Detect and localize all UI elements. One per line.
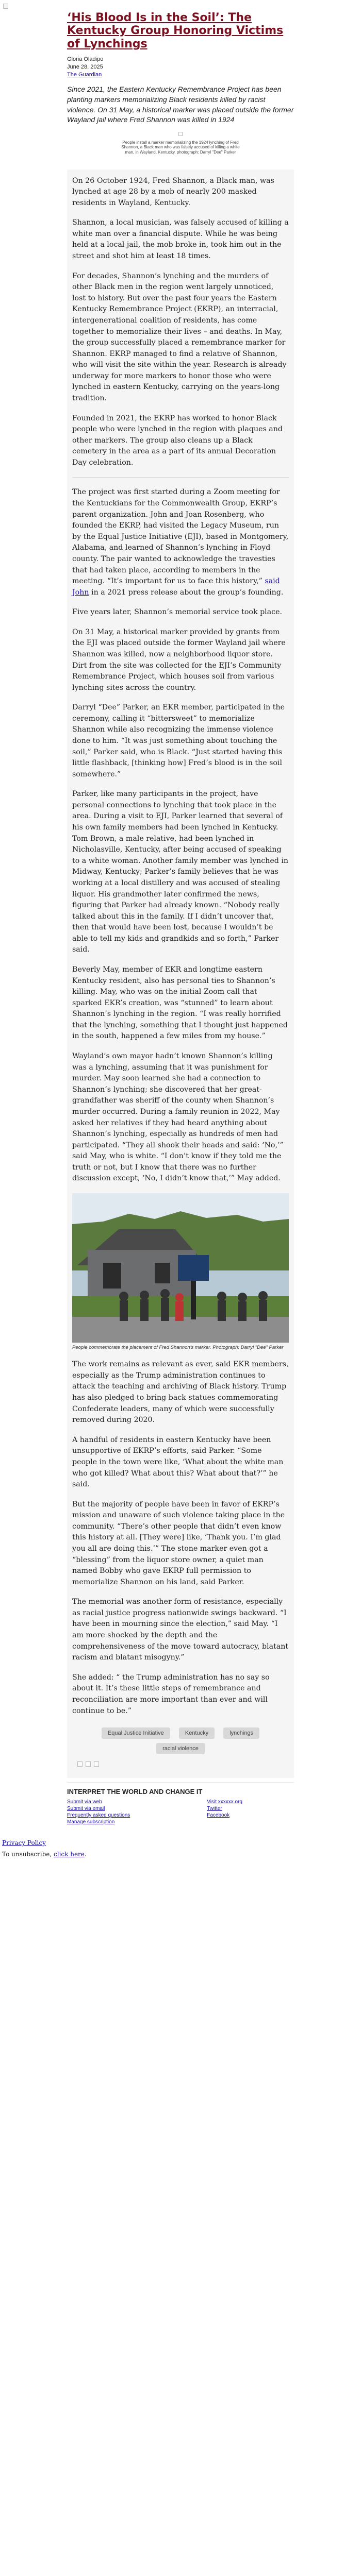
footer-columns <box>67 1799 242 1825</box>
article-meta <box>67 56 294 79</box>
inline-link[interactable]: said John <box>72 577 280 597</box>
divider <box>72 477 289 478</box>
paragraph: For decades, Shannon’s lynching and the murders of other Black men in the region went largely unnoticed, lost to history. But over the past four years the Eastern Kentucky Remembrance Project (EKRP), an interracial, intergenerational coalition of residents, has come together to memorialize their lives – and deaths. In May, the group successfully placed a remembrance marker for Shannon. EKRP managed to find a relative of Shannon, who will visit the site within the year. Research is already underway for more markers to honor those who were lynched in eastern Kentucky, carrying on the years-long tradition. <box>72 272 287 402</box>
footer-link[interactable]: Submit via email <box>67 1806 105 1812</box>
footer-heading: INTERPRET THE WORLD AND CHANGE IT <box>67 1788 203 1796</box>
share-row <box>72 1759 289 1772</box>
article-body <box>67 170 294 1778</box>
broken-image-icon <box>3 4 8 9</box>
author: Gloria Oladipo <box>67 56 104 62</box>
article-title[interactable]: ‘His Blood Is in the Soil’: The Kentucky Group Honoring Victims of Lynchings <box>67 11 284 50</box>
paragraph: The work remains as relevant as ever, said EKR members, especially as the Trump administration continues to attack the teaching and archiving of Black history. Trump has also pledged to bring back statues commemorating Confederate leaders, many of which were successfully removed during 2020. <box>72 1360 289 1425</box>
paragraph: Parker, like many participants in the project, have personal connections to lynching that took place in the area. During a visit to EJI, Parker learned that several of his own family members had been lynched in Kentucky. Tom Brown, a male relative, had been lynched in Nicholasville, Kentucky, after being accused of speaking to a white woman. Another family member was lynched in Midway, Kentucky; Parker’s family believes that he was working at a local distillery and was accused of stealing liquor. His grandmother later confirmed the news, figuring that Parker had already known. “Nobody really talked about this in the family. If I didn’t uncover that, then that would have been lost, because I wouldn’t be able to tell my kids and grandkids and so forth,” Parker said. <box>72 790 289 954</box>
footer-link[interactable]: Visit xxxxxx.org <box>207 1799 242 1805</box>
tag-racial-violence[interactable]: racial violence <box>156 1743 205 1754</box>
paragraph: Founded in 2021, the EKRP has worked to honor Black people who were lynched in the region with plaques and other markers. The group also cleans up a Black cemetery in the area as a part of its annual Decoration Day celebration. <box>72 414 283 467</box>
tag-kentucky[interactable]: Kentucky <box>179 1727 215 1739</box>
tag-lynchings[interactable]: lynchings <box>223 1727 259 1739</box>
paragraph: The project was first started during a Zoom meeting for the Kentuckians for the Commonwealth Group, EKRP’s parent organization. John and Joan Rosenberg, who founded the EKRP, had visited the Legacy Museum, run by the Equal Justice Initiative (EJI), based in Montgomery, Alabama, and learned of Shannon’s lynching in Floyd county. The pair wanted to acknowledge the travesties that had taken place, according to members in the meeting. “It’s important for us to face this history,” said John in a 2021 press release about the group’s founding. <box>72 488 289 597</box>
paragraph: She added: “ the Trump administration has no say so about it. It’s these little steps of remembrance and reconciliation are more important than ever and will continue to be.” <box>72 1673 270 1715</box>
share-icon[interactable] <box>77 1761 83 1767</box>
paragraph: Wayland’s own mayor hadn’t known Shannon’s killing was a lynching, assuming that it was punishment for murder. May soon learned she had a connection to Shannon’s lynching; she discovered that her great-grandfather was sheriff of the county when Shannon’s murder occurred. During a family reunion in 2022, May asked her relatives if they had heard anything about Shannon’s lynching, especially as hundreds of men had participated. “They all shook their heads and said: ‘No,’” said May, who is white. “I don’t know if they told me the truth or not, but I know that there was no further discussion except, ‘No, I didn’t know that,’” May added. <box>72 1052 284 1183</box>
tag-list <box>72 1725 289 1756</box>
paragraph: Darryl “Dee” Parker, an EKR member, participated in the ceremony, calling it “bittersweet” to memorialize Shannon while also recognizing the immense violence done to him. “It was just something about touching the soil,” Parker said, who is Black. “Just started having this little flashback, [thinking how] Fred’s blood is in the soil somewhere.” <box>72 703 285 778</box>
footer-left-column <box>67 1799 130 1825</box>
footer <box>67 1782 294 1829</box>
footer-link[interactable]: Manage subscription <box>67 1819 115 1825</box>
date: June 28, 2025 <box>67 63 103 70</box>
paragraph: Beverly May, member of EKR and longtime eastern Kentucky resident, also has personal ties to Shannon’s killing. May, who was on the initial Zoom call that sparked EKR’s creation, was “stunned” to learn about Shannon’s lynching in the region. “I was really horrified that the lynching, something that I thought just happened in the south, happened a few miles from my house.” <box>72 965 288 1041</box>
footer-right-column <box>207 1799 242 1825</box>
top-bar <box>0 0 361 9</box>
paragraph: Five years later, Shannon’s memorial service took place. <box>72 608 283 617</box>
footer-link[interactable]: Frequently asked questions <box>67 1812 130 1819</box>
paragraph: The memorial was another form of resistance, especially as racial justice progress nationwide swings backward. “I have been in mourning since the election,” said May. “I am more shocked by the depth and the comprehensiveness of the move toward autocracy, blatant racism and blatant misogyny.” <box>72 1598 289 1662</box>
article-dek: Since 2021, the Eastern Kentucky Remembrance Project has been planting markers memorializing Black residents killed by racist violence. On 31 May, a historical marker was placed outside the former Wayland jail where Fred Shannon was killed in 1924 <box>67 85 294 124</box>
article-header <box>67 11 294 170</box>
tag-equal-justice-initiative[interactable]: Equal Justice Initiative <box>102 1727 170 1739</box>
footer-link[interactable]: Submit via web <box>67 1799 102 1805</box>
article <box>67 11 294 1829</box>
source-link[interactable]: The Guardian <box>67 71 102 78</box>
photo-marker-ceremony <box>72 1193 289 1343</box>
paragraph: A handful of residents in eastern Kentucky have been unsupportive of EKRP’s efforts, said Parker. “Some people in the town were like, ‘What about the white man who got killed? What about this? What about that?’” he said. <box>72 1435 284 1489</box>
share-icon[interactable] <box>86 1761 91 1767</box>
paragraph: Shannon, a local musician, was falsely accused of killing a white man over a financial dispute. While he was being held at a local jail, the mob broke in, took him out in the street and shot him at least 18 times. <box>72 218 289 261</box>
footer-link[interactable]: Twitter <box>207 1806 222 1812</box>
footer-link[interactable]: Facebook <box>207 1812 230 1819</box>
photo-caption: People commemorate the placement of Fred Shannon's marker. Photograph: Darryl "Dee" Parker <box>72 1344 284 1350</box>
paragraph: On 31 May, a historical marker provided by grants from the EJI was placed outside the former Wayland jail where Shannon was killed, now a neighborhood liquor store. Dirt from the site was collected for the EJI’s Community Remembrance Project, which houses soil from various lynching sites across the country. <box>72 628 286 692</box>
privacy-policy-link[interactable]: Privacy Policy <box>2 1839 46 1847</box>
bottom-links <box>0 1829 361 1863</box>
image-caption: People install a marker memorializing the 1924 lynching of Fred Shannon, a Black man who was falsely accused of killing a white man, in Wayland, Kentucky. photograph: Darryl "Dee" Parker <box>121 140 240 155</box>
image-placeholder-icon <box>178 132 183 136</box>
unsubscribe-line: To unsubscribe, click here. <box>2 1850 87 1858</box>
paragraph: On 26 October 1924, Fred Shannon, a Black man, was lynched at age 28 by a mob of nearly 200 masked residents in Wayland, Kentucky. <box>72 176 274 207</box>
share-icon[interactable] <box>94 1761 99 1767</box>
unsubscribe-link[interactable]: click here <box>54 1850 85 1858</box>
paragraph: But the majority of people have been in favor of EKRP’s mission and unaware of such violence taking place in the community. “There’s other people that didn’t even know this history at all. [They were] like, ‘Thank you. I’m glad you all are doing this.’” The stone marker even got a “blessing” from the liquor store owner, a quiet man named Bobby who gave EKRP full permission to memorialize Shannon on his land, said Parker. <box>72 1500 285 1586</box>
